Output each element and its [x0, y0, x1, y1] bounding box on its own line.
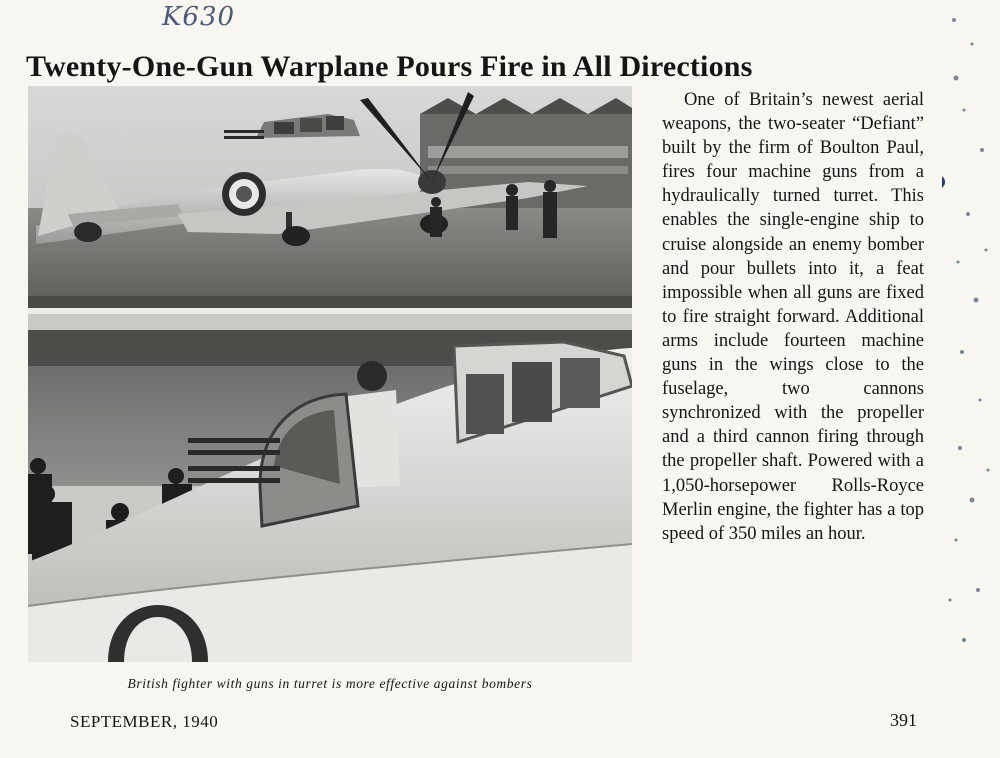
binding-edge	[942, 0, 1000, 758]
handwritten-note: K630	[162, 2, 236, 32]
photo-caption: British fighter with guns in turret is more effective against bombers	[127, 676, 533, 691]
article-photo	[28, 86, 632, 662]
issue-date: SEPTEMBER, 1940	[70, 712, 219, 731]
top-photo-airfield	[28, 86, 632, 308]
bottom-photo-turret	[28, 314, 632, 662]
page-number: 391	[890, 710, 917, 730]
article-paragraph: One of Britain’s newest aerial weapons, the two-seater “Defiant” built by the firm of Boulton Paul, fires four machine guns from a hydraulically turned turret. This enables the single-engine ship to cruise alongside an enemy bomber and pour bullets into it, a feat impossible when all guns are fixed to fire straight forward. Additional arms include fourteen machine guns in the wings close to the fuselage, two cannons synchronized with the propeller and a third cannon firing through the propeller shaft. Powered with a 1,050-horsepower Rolls-Royce Merlin engine, the fighter has a top speed of 350 miles an hour.	[662, 90, 924, 544]
article-body	[662, 88, 924, 546]
article-headline: Twenty-One-Gun Warplane Pours Fire in All Directions	[26, 50, 753, 84]
